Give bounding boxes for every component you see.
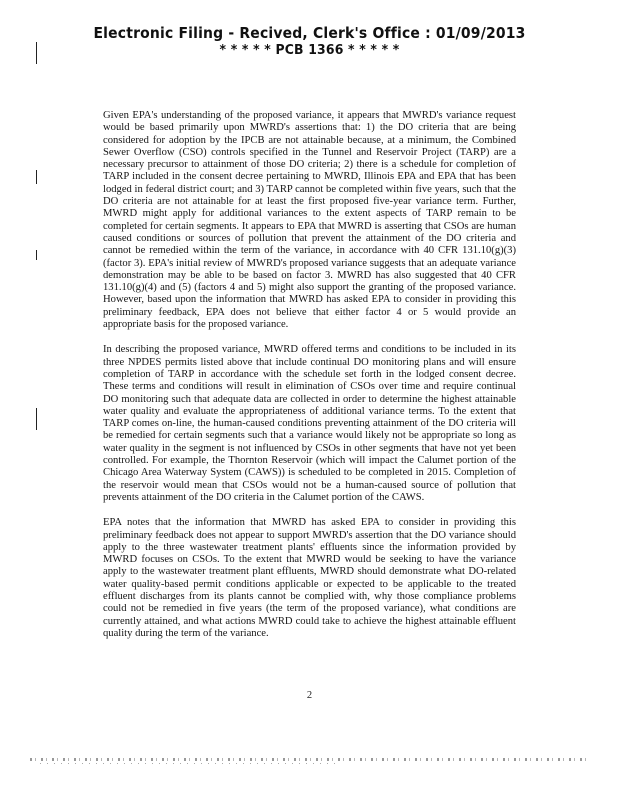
paragraph-3: EPA notes that the information that MWRD has asked EPA to consider in providing this preliminary feedback does not appear to support MWRD's assertion that the DO variance should apply to the three wastewater treatment plants' effluents since the information provided by MWRD focuses on CSOs. To the extent that MWRD would be seeking to have the variance apply to the wastewater treatment plant effluents, MWRD should demonstrate what DO-related water quality-based permit conditions applicable or expected to be applicable to the treated effluent discharges from its plants cannot be complied with, why those compliance problems could not be remedied in five years (the term of the proposed variance), what conditions are currently attained, and what actions MWRD could take to achieve the highest attainable effluent quality during the term of the variance. bbox=[103, 517, 516, 639]
paragraph-1: Given EPA's understanding of the proposed variance, it appears that MWRD's variance request would be based primarily upon MWRD's assertions that: 1) the DO criteria that are being considered for adoption by the IPCB are not attainable because, at a minimum, the Combined Sewer Overflow (CSO) controls specified in the Tunnel and Reservoir Project (TARP) are a necessary precursor to attainment of those DO criteria; 2) there is a schedule for completion of TARP included in the consent decree pertaining to MWRD, Illinois EPA and EPA that has been lodged in federal district court; and 3) TARP cannot be completed within five years, such that the DO criteria are not attainable for at least the first proposed five-year variance term. Further, MWRD might apply for additional variances to the extent aspects of TARP remain to be completed for certain segments. It appears to EPA that MWRD is asserting that CSOs are human caused conditions or sources of pollution that prevent the attainment of the DO criteria and cannot be remedied within the term of the variance, in accordance with 40 CFR 131.10(g)(3) (factor 3). EPA's initial review of MWRD's proposed variance suggests that an adequate variance demonstration may be able to be based on factor 3. MWRD has also suggested that 40 CFR 131.10(g)(4) and (5) (factors 4 and 5) might also support the granting of the proposed variance. However, based upon the information that MWRD has asked EPA to consider in providing this preliminary feedback, EPA does not believe that either factor 4 or 5 would provide an appropriate basis for the proposed variance. bbox=[103, 110, 516, 331]
letter-body bbox=[103, 110, 516, 653]
filing-stamp-line-2: * * * * * PCB 1366 * * * * * bbox=[219, 42, 400, 58]
scan-artifact-bottom bbox=[30, 758, 590, 761]
page-number: 2 bbox=[306, 690, 313, 701]
scan-artifact-left-1 bbox=[36, 42, 37, 64]
paragraph-2: In describing the proposed variance, MWRD offered terms and conditions to be included in its three NPDES permits listed above that include continual DO monitoring plans and will ensure completion of TARP in accordance with the schedule set forth in the lodged consent decree. These terms and conditions will result in elimination of CSOs over time and require continual DO monitoring such that adequate data are collected in order to determine the highest attainable water quality and evaluate the appropriateness of additional variance terms. To the extent that TARP comes on-line, the human-caused conditions preventing attainment of the DO criteria will be remedied for certain segments such that a variance would likely not be appropriate so long as water quality in the segment is not influenced by CSOs in other segments that have not yet been controlled. For example, the Thornton Reservoir (which will impact the Calumet portion of the Chicago Area Waterway System (CAWS)) is scheduled to be completed in 2015. Completion of the reservoir would mean that CSOs would not be a human-caused source of pollution that prevents attainment of the DO criteria in the Calumet portion of the CAWS. bbox=[103, 344, 516, 503]
scan-artifact-left-3 bbox=[36, 250, 37, 260]
scan-artifact-bottom-2 bbox=[40, 763, 340, 764]
scan-artifact-left-4 bbox=[36, 408, 37, 430]
filing-stamp-line-1: Electronic Filing - Recived, Clerk's Office : 01/09/2013 bbox=[93, 24, 526, 42]
filing-stamp bbox=[0, 24, 619, 59]
scan-artifact-left-2 bbox=[36, 170, 37, 184]
